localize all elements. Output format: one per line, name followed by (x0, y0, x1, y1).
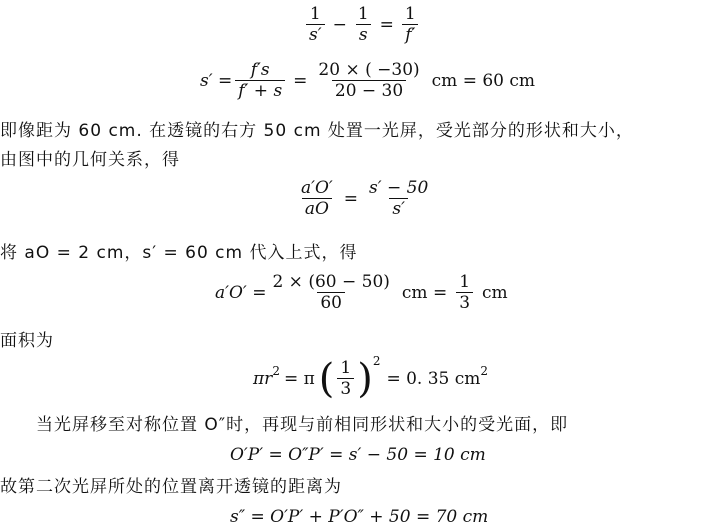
image-distance-equation: s′ = $\frac{f's}{f' + s}$ = $\frac{20 \times ( -30)}{20 - 30}$ cm = 60 cm (200, 60, 536, 101)
paragraph-line: 将 aO = 2 cm，s′ = 60 cm 代入上式，得 (0, 243, 358, 263)
fraction: $\frac{1}{f'}$ (402, 4, 419, 45)
fraction: $\frac{1}{3}$ (337, 358, 354, 399)
fraction: $\frac{2 \times (60 - 50)}{60}$ (272, 272, 390, 313)
fraction: $\frac{1}{s'}$ (306, 4, 325, 45)
paragraph-line: 即像距为 60 cm. 在透镜的右方 50 cm 处置一光屏，受光部分的形状和大小， (0, 121, 634, 141)
fraction: $\frac{1}{s}$ (357, 4, 369, 45)
total-distance-equation: s″ = O′P′ + P′O″ + 50 = 70 cm (230, 507, 489, 527)
lens-formula: $\frac{1}{s'}$ − $\frac{1}{s}$ = $\frac{1}{f'}$ (303, 4, 422, 45)
paragraph-line: 由图中的几何关系，得 (0, 150, 180, 170)
distance-equation: O′P′ = O″P′ = s′ − 50 = 10 cm (230, 445, 486, 465)
geometry-ratio-equation: $\frac{a'O'}{aO}$ = $\frac{s' - 50}{s'}$ (295, 178, 434, 219)
paragraph-line: 面积为 (0, 331, 54, 351)
radius-equation: a′O′ = $\frac{2 \times (60 - 50)}{60}$ cm = $\frac{1}{3}$ cm (215, 272, 508, 313)
paragraph-line: 当光屏移至对称位置 O″时，再现与前相同形状和大小的受光面，即 (36, 415, 569, 435)
fraction: $\frac{1}{3}$ (456, 272, 473, 313)
fraction: $\frac{f's}{f' + s}$ (235, 60, 285, 101)
paragraph-line: 故第二次光屏所处的位置离开透镜的距离为 (0, 477, 342, 497)
fraction: $\frac{20 \times ( -30)}{20 - 30}$ (318, 60, 420, 101)
fraction: $\frac{s' - 50}{s'}$ (369, 178, 429, 219)
fraction: $\frac{a'O'}{aO}$ (301, 178, 333, 219)
area-equation: πr 2 = π ( $\frac{1}{3}$ ) 2 = 0. 35 cm 2 (253, 353, 489, 402)
